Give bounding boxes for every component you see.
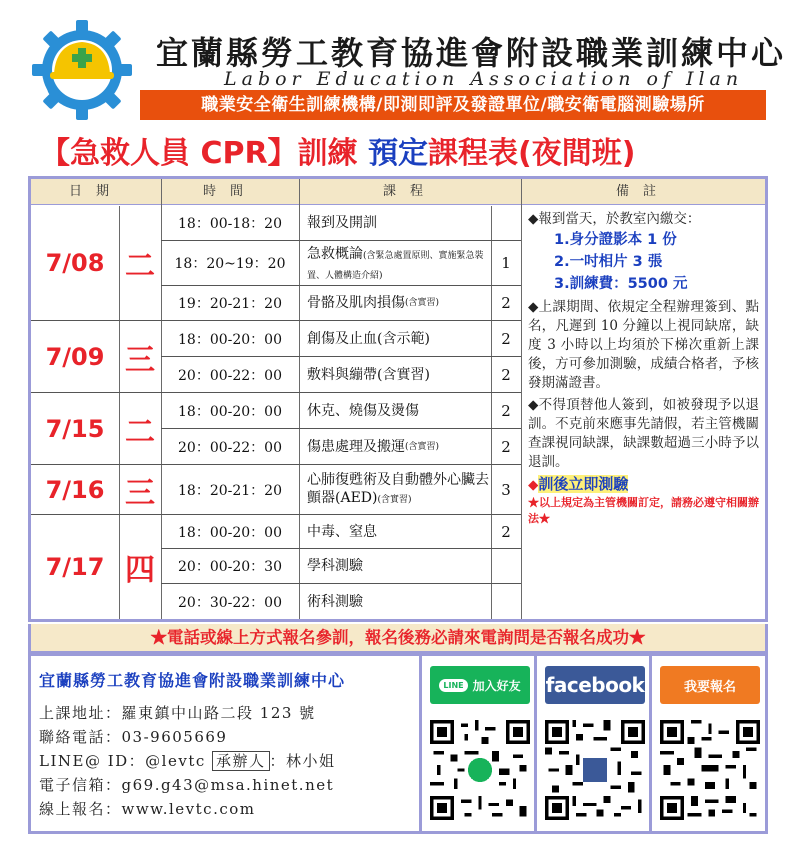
handler-name: ：林小姐 [269,752,336,770]
contact-address: 上課地址：羅東鎮中山路二段 123 號 [39,704,316,722]
facebook-button[interactable]: facebook [545,666,645,704]
header-notes: 備註 [521,179,765,205]
course-name: 急救概論 [307,246,363,262]
line-id-text: LINE@ ID：@levtc [39,752,213,770]
weekday-cell: 二 [119,206,161,321]
contact-email: 電子信箱：g69.g43@msa.hinet.net [39,776,335,794]
line-qr-code[interactable] [430,718,530,822]
note-regulation: ★以上規定為主管機關訂定，請務必遵守相關辦法★ [528,496,759,525]
hours-cell: 1 [491,241,521,286]
course-cell [299,393,491,429]
course-name: 休克、燒傷及燙傷 [307,402,419,419]
title-course: 【急救人員 CPR】訓練 [40,136,368,171]
note-item-photo: 2.一吋相片 3 張 [554,254,663,270]
contact-info [31,656,419,831]
register-qr-code[interactable] [660,718,760,822]
notes-panel [522,206,765,619]
note-checkin: ◆報到當天，於教室內繳交： [528,211,701,227]
hours-cell [491,549,521,584]
note-item-fee: 3.訓練費：5500 元 [554,276,688,292]
diamond-icon: ◆ [528,477,539,493]
weekday-cell: 二 [119,393,161,465]
hours-cell: 2 [491,429,521,465]
handler-label: 承辦人 [212,751,270,771]
time-cell: 18：20-21：20 [161,465,299,515]
course-cell [299,286,491,321]
course-cell [299,429,491,465]
date-cell: 7/16 [31,465,119,515]
date-cell: 7/09 [31,321,119,393]
org-name-en: Labor Education Association of Ilan [224,68,744,90]
hours-cell [491,206,521,241]
course-cell [299,321,491,357]
header-date: 日期 [31,179,161,205]
course-name: 傷患處理及搬運 [307,438,405,455]
time-cell: 20：00-22：00 [161,429,299,465]
course-name: 術科測驗 [307,593,363,610]
registration-banner: ★電話或線上方式報名參訓，報名後務必請來電詢問是否報名成功★ [28,624,768,654]
note-substitution: ◆不得頂替他人簽到，如被發現予以退訓。不克前來應事先請假，若主管機關查課視同缺課，缺課數超過三小時予以退訓。 [528,397,759,470]
header [28,14,787,124]
schedule-table [28,176,768,622]
course-cell [299,206,491,241]
course-cell [299,515,491,549]
note-test-highlight: 訓後立即測驗 [538,475,629,493]
course-name: 報到及開訓 [307,215,377,231]
time-cell: 18：00-20：00 [161,515,299,549]
hours-cell: 2 [491,357,521,393]
course-cell [299,241,491,286]
org-subtitle: 職業安全衛生訓練機構/即測即評及發證單位/職安衛電腦測驗場所 [140,90,766,120]
line-icon: LINE [439,679,467,692]
course-name: 骨骼及肌肉損傷 [307,295,405,311]
line-section [422,656,537,831]
time-cell: 18：00-18：20 [161,206,299,241]
contact-phone: 聯絡電話：03-9605669 [39,728,228,746]
course-cell [299,465,491,515]
course-note: (含緊急處置原則、實施緊急裝置、人體構造介紹) [307,251,484,281]
course-cell [299,584,491,619]
weekday-cell: 四 [125,553,155,588]
note-attendance: ◆上課期間、依規定全程辦理簽到、點名，凡遲到 10 分鐘以上視同缺席，缺度 3 小時以上均須於下梯次重新上課後，方可參加測驗，成績合格者，予核發期滿證書。 [528,299,759,391]
facebook-section [537,656,652,831]
register-section [652,656,767,831]
time-cell: 18：00-20：00 [161,393,299,429]
course-note: (含實習) [405,298,440,308]
course-note: (含實習) [405,441,440,452]
facebook-qr-code[interactable] [545,718,645,822]
logo [30,18,134,122]
hours-cell: 3 [491,465,521,515]
course-name: 創傷及止血(含示範) [307,330,430,347]
contact-org-name: 宜蘭縣勞工教育協進會附設職業訓練中心 [39,671,346,690]
register-button[interactable]: 我要報名 [660,666,760,704]
date-cell: 7/15 [31,393,119,465]
hours-cell [491,584,521,619]
title-schedule: 課程表(夜間班) [428,136,636,171]
time-cell: 18：00-20：00 [161,321,299,357]
footer [28,654,768,834]
course-note: (含實習) [377,495,412,505]
course-name: 學科測驗 [307,558,363,574]
weekday-cell: 三 [119,465,161,515]
header-course: 課程 [299,179,521,205]
hours-cell: 2 [491,286,521,321]
time-cell: 20：30-22：00 [178,594,282,611]
title-planned: 預定 [368,136,428,171]
date-cell: 7/17 [45,553,105,581]
note-item-id: 1.身分證影本 1 份 [554,232,677,248]
hours-cell: 2 [491,393,521,429]
header-time: 時間 [161,179,299,205]
contact-website: 線上報名：www.levtc.com [39,800,256,818]
hours-cell: 2 [491,515,521,549]
time-cell: 20：00-20：30 [161,549,299,584]
course-cell [299,357,491,393]
weekday-cell: 三 [119,321,161,393]
line-add-friend-button[interactable] [430,666,530,704]
time-cell: 18：20~19：20 [161,241,299,286]
course-name: 敷料與繃帶(含實習) [307,366,430,383]
course-cell [299,549,491,584]
hours-cell: 2 [491,321,521,357]
course-name: 中毒、窒息 [307,523,377,540]
time-cell: 19：20-21：20 [161,286,299,321]
page-title [40,132,635,176]
contact-line-id [39,749,419,773]
org-name-cn: 宜蘭縣勞工教育協進會附設職業訓練中心 [156,34,787,72]
date-cell: 7/08 [31,206,119,321]
course-name: 心肺復甦術及自動體外心臟去顫器(AED) [307,472,489,506]
note-test [528,475,759,495]
line-button-label: 加入好友 [472,678,521,693]
time-cell: 20：00-22：00 [161,357,299,393]
